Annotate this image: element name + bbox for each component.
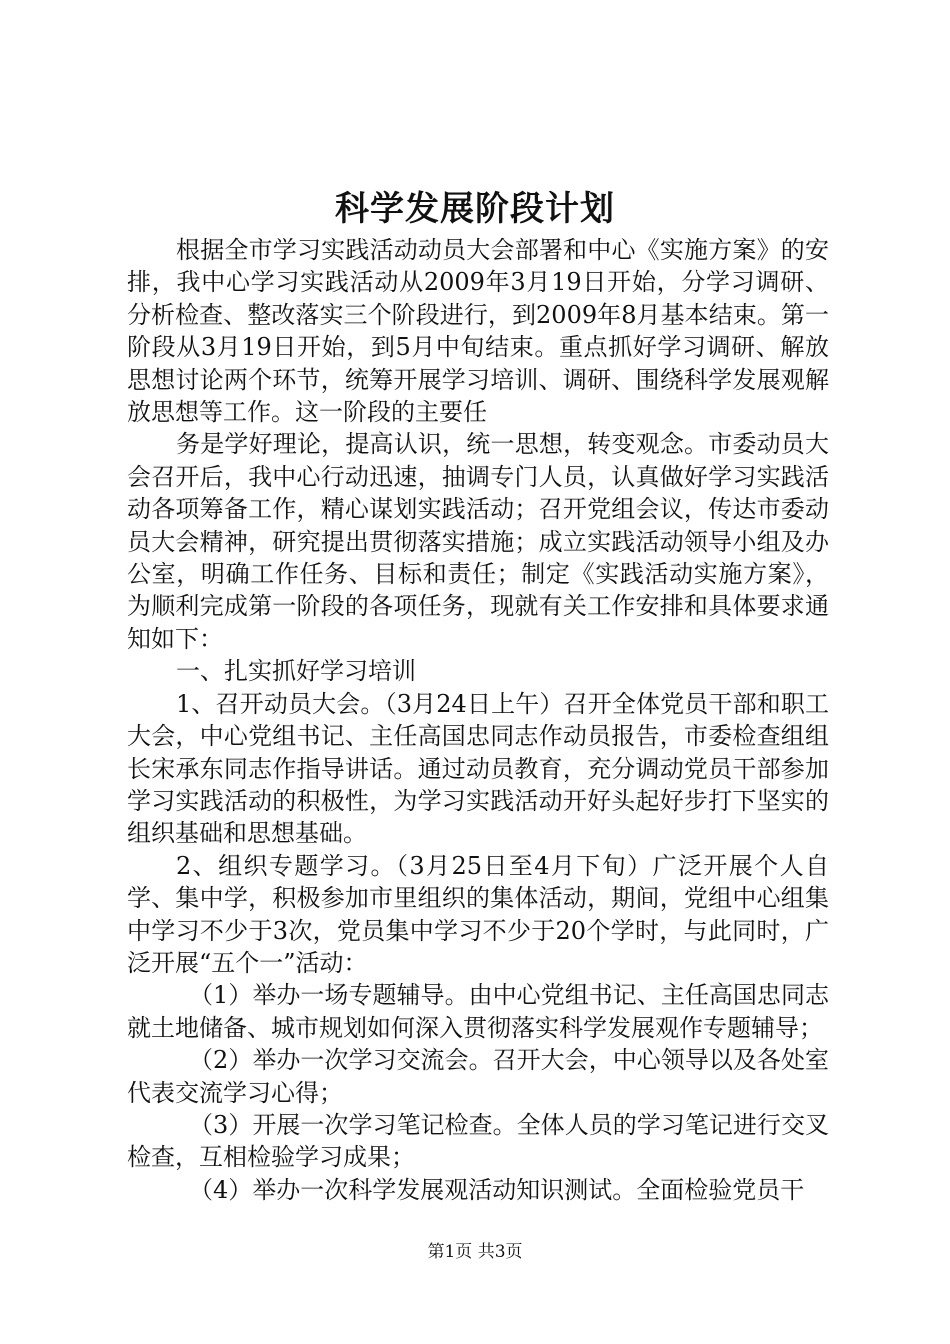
paragraph-item-1: 1、召开动员大会。（3月24日上午）召开全体党员干部和职工大会，中心党组书记、主任高国忠同志作动员报告，市委检查组组长宋承东同志作指导讲话。通过动员教育，充分调动党员干部参加学习实践活动的积极性，为学习实践活动开好头起好步打下坚实的组织基础和思想基础。: [127, 689, 829, 848]
document-body: [127, 234, 829, 1206]
paragraph-subitem-4: （4）举办一次科学发展观活动知识测试。全面检验党员干: [189, 1175, 805, 1204]
paragraph-subitem-1: （1）举办一场专题辅导。由中心党组书记、主任高国忠同志就土地储备、城市规划如何深入贯彻落实科学发展观作专题辅导；: [127, 981, 829, 1042]
paragraph-subitem-2: （2）举办一次学习交流会。召开大会，中心领导以及各处室代表交流学习心得；: [127, 1046, 829, 1107]
document-title: 科学发展阶段计划: [335, 189, 615, 229]
paragraph-subitem-3: （3）开展一次学习笔记检查。全体人员的学习笔记进行交叉检查，互相检验学习成果；: [127, 1110, 829, 1172]
paragraph-item-2: 2、组织专题学习。（3月25日至4月下旬）广泛开展个人自学、集中学，积极参加市里组织的集体活动，期间，党组中心组集中学习不少于3次，党员集中学习不少于20个学时，与此同时，广泛开展“五个一”活动：: [127, 851, 829, 977]
section-heading-1: 一、扎实抓好学习培训: [176, 657, 416, 686]
page-footer: 第1页 共3页: [427, 1242, 523, 1262]
paragraph-tasks: 务是学好理论，提高认识，统一思想，转变观念。市委动员大会召开后，我中心行动迅速，抽调专门人员，认真做好学习实践活动各项筹备工作，精心谋划实践活动；召开党组会议，传达市委动员大会精神，研究提出贯彻落实措施；成立实践活动领导小组及办公室，明确工作任务、目标和责任；制定《实践活动实施方案》，为顺利完成第一阶段的各项任务，现就有关工作安排和具体要求通知如下：: [127, 430, 829, 653]
paragraph-intro: 根据全市学习实践活动动员大会部署和中心《实施方案》的安排，我中心学习实践活动从2009年3月19日开始，分学习调研、分析检查、整改落实三个阶段进行，到2009年8月基本结束。第一阶段从3月19日开始，到5月中旬结束。重点抓好学习调研、解放思想讨论两个环节，统筹开展学习培训、调研、围绕科学发展观解放思想等工作。这一阶段的主要任: [127, 236, 829, 427]
